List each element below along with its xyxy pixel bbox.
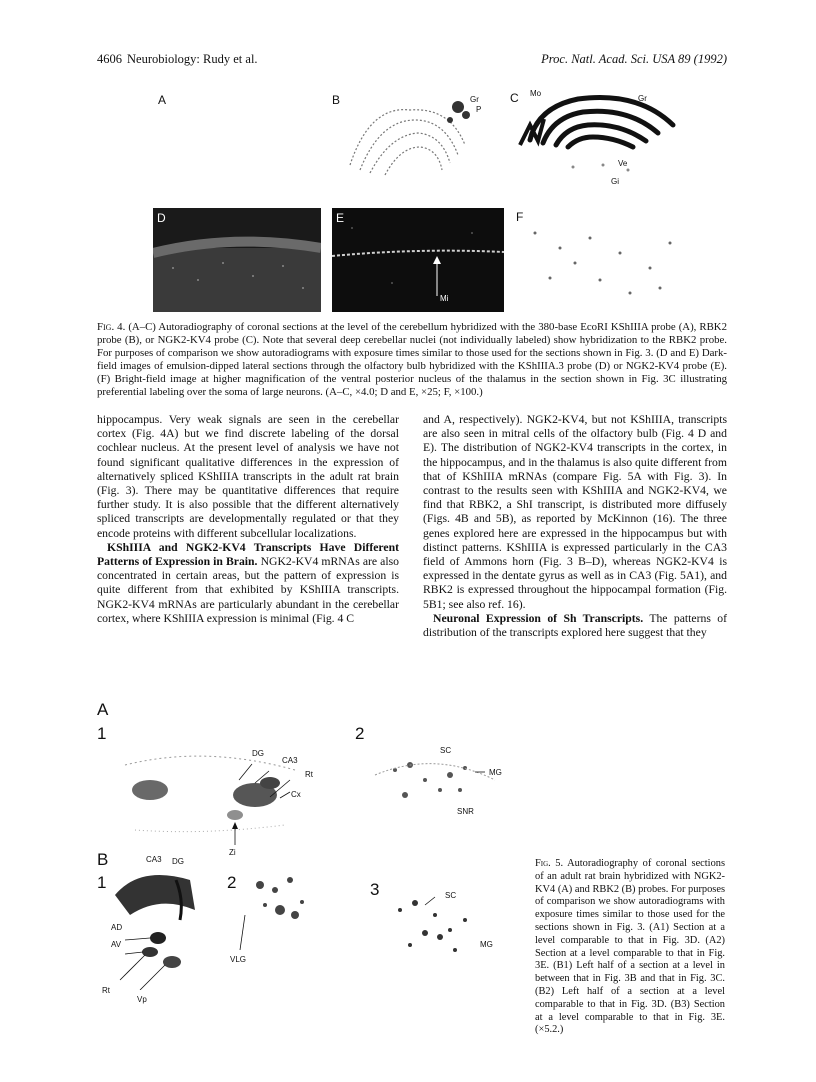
figure-4 [140, 85, 700, 313]
fig5-a2-number: 2 [355, 724, 365, 743]
fig5-b3-number: 3 [370, 880, 380, 899]
fig5-a1-annot-cx: Cx [291, 790, 301, 799]
fig4-c-annot-gi: Gi [611, 177, 619, 186]
fig5-b2-number: 2 [227, 873, 237, 892]
fig4-panel-e [332, 208, 504, 312]
fig5-a1-annot-zi: Zi [229, 848, 236, 857]
fig5-b1-annot-dg: DG [172, 857, 184, 866]
fig5-b1-annot-ad: AD [111, 923, 123, 932]
figure-4-caption [97, 321, 727, 399]
fig5-a2-annot-mg: MG [489, 768, 502, 777]
body-column-2 [423, 413, 727, 640]
figure-5-caption-text: Autoradiography of coronal sections of an adult rat brain hybridized with NGK2-KV4 (A) and RBK2 (B) probes. For purposes of comparison we show autoradiograms with exposure times similar to those used for the sections shown in Fig. 3. (A1) Section at a level comparable to that in Fig. 3D. (A2) Section at a level comparable to that in Fig. 3E. (B1) Left half of a section at a level in between that in Fig. 3B and that in Fig. 3C. (B2) Left half of a section at a level comparable to that in Fig. 3D. (B3) Section at a level comparable to that in Fig. 3E. (×5.2.) [535, 858, 725, 1036]
body-col2-paragraph-2-text: The patterns of distribution of the transcripts explored here suggest that they [423, 611, 728, 640]
fig5-a2-image [365, 740, 520, 810]
fig4-b-annot-p: P [476, 105, 482, 114]
figure-4-caption-text: (A–C) Autoradiography of coronal sections at the level of the cerebellum hybridized with the 380-base EcoRI KShIIIA probe (A), RBK2 probe (B), or NGK2-KV4 probe (C). Note that several deep cerebellar nuclei (not individually labeled) show hybridization to the RBK2 probe. For purposes of comparison we show autoradiograms with exposure times similar to those used for the sections shown in Fig. 3. (D and E) Dark-field images of emulsion-dipped lateral sections through the olfactory bulb hybridized with the KShIIIA.3 probe (D) or NGK2-KV4 probe (E). (F) Bright-field image at higher magnification of the ventral posterior nucleus of the thalamus in the section shown in Fig. 3C illustrating preferential labeling over the soma of large neurons. (A–C, ×4.0; D and E, ×25; F, ×100.) [97, 321, 728, 398]
figure-5-caption [535, 858, 725, 1037]
body-column-1 [97, 413, 399, 626]
fig4-c-annot-gr: Gr [638, 94, 647, 103]
body-col2-paragraph-1: and A, respectively). NGK2-KV4, but not KShIIIA, transcripts are also seen in mitral cells of the olfactory bulb (Fig. 4 D and E). The distribution of NGK2-KV4 transcripts in the cortex, in the hippocampus, and in the thalamus is also quite different from that of KShIIIA mRNAs (compare Fig. 5A with Fig. 3). In contrast to the results seen with KShIIIA and NGK2-KV4, we find that RBK2, a ShI transcript, is distributed more diffusely (Figs. 4B and 5B), as reported by McKinnon (16). The three genes explored here are expressed in the hippocampus but with distinct patterns. KShIIIA is expressed particularly in the CA3 field of Ammons horn (Fig. 3 B–D), whereas NGK2-KV4 is expressed in the dentate gyrus as well as in CA3 (Fig. 5A1), and RBK2 is expressed throughout the hippocampal formation (Fig. 5B1; see also ref. 16). [423, 413, 727, 611]
figure-5-caption-prefix: Fig. 5. [535, 858, 564, 869]
fig5-b3-image [380, 885, 500, 965]
fig5-b1-annot-av: AV [111, 940, 122, 949]
fig4-panel-f [510, 208, 695, 312]
fig5-b2-annot-vlg: VLG [230, 955, 247, 964]
fig5-a1-number: 1 [97, 724, 107, 743]
fig4-e-annot-mi: Mi [440, 294, 449, 303]
fig5-b1-annot-ca3: CA3 [146, 855, 162, 864]
fig5-b3-annot-mg: MG [480, 940, 493, 949]
body-col1-heading: KShIIIA and NGK2-KV4 Transcripts Have Different Patterns of Expression in Brain. [97, 540, 399, 569]
fig4-panel-d-image [153, 208, 321, 312]
fig4-c-annot-mo: Mo [530, 89, 542, 98]
fig4-panel-f-label: F [516, 210, 524, 224]
fig4-panel-e-image [332, 208, 504, 312]
fig5-a2-annot-snr: SNR [457, 807, 474, 816]
fig5-row-b-label: B [97, 850, 109, 869]
journal-citation: Proc. Natl. Acad. Sci. USA 89 (1992) [541, 52, 727, 66]
fig4-panel-d-label: D [157, 211, 166, 225]
fig4-panel-b [330, 85, 505, 190]
body-col2-heading: Neuronal Expression of Sh Transcripts. [433, 611, 644, 625]
running-header [97, 52, 727, 72]
fig5-b1-number: 1 [97, 873, 107, 892]
fig4-panel-a-label: A [158, 93, 167, 107]
figure-4-caption-prefix: Fig. 4. [97, 321, 126, 333]
fig4-panel-c [508, 85, 700, 190]
body-col1-paragraph-2 [97, 541, 399, 626]
body-col1-paragraph-2-text: NGK2-KV4 mRNAs are also concentrated in certain areas, but the pattern of expression is quite different from that exhibited by KShIIIA transcripts. NGK2-KV4 mRNAs are particularly abundant in the cerebellar cortex, where KShIIIA expression is minimal (Fig. 4 C [97, 555, 399, 625]
page-number: 4606 [97, 52, 122, 66]
fig4-panel-c-image [508, 85, 700, 190]
fig5-b2-image [230, 870, 320, 955]
fig5-row-a-label: A [97, 700, 109, 719]
fig5-b1-annot-rt: Rt [102, 986, 110, 995]
fig5-a2-annot-sc: SC [440, 746, 452, 755]
fig4-c-annot-ve: Ve [618, 159, 628, 168]
fig5-b3-annot-sc: SC [445, 891, 457, 900]
fig4-panel-d [153, 208, 321, 312]
fig5-a1-image [105, 735, 320, 855]
fig5-a1-annot-ca3: CA3 [282, 756, 298, 765]
fig4-panel-e-label: E [336, 211, 345, 225]
body-col1-paragraph-1: hippocampus. Very weak signals are seen in the cerebellar cortex (Fig. 4A) but we find discrete labeling of the dorsal cochlear nucleus. At the present level of analysis we have not found significant qualitative differences in the expression of alternatively spliced KShIIIA transcripts in the adult rat brain (Fig. 3). There may be quantitative differences that require further study. It is also possible that the different alternatively spliced transcripts are developmentally regulated or that they encode proteins with different subcellular localizations. [97, 413, 399, 540]
fig4-panel-a [140, 85, 310, 190]
fig5-a1-annot-rt: Rt [305, 770, 313, 779]
section-title: Neurobiology: Rudy et al. [127, 52, 258, 66]
fig4-panel-f-image [510, 208, 695, 312]
fig5-a1-annot-dg: DG [252, 749, 264, 758]
fig5-b1-image [110, 870, 200, 990]
fig5-b1-annot-vp: Vp [137, 995, 147, 1004]
fig4-b-annot-gr: Gr [470, 95, 479, 104]
fig4-panel-b-label: B [332, 93, 341, 107]
body-col2-paragraph-2 [423, 612, 727, 640]
fig4-panel-c-label: C [510, 91, 519, 105]
